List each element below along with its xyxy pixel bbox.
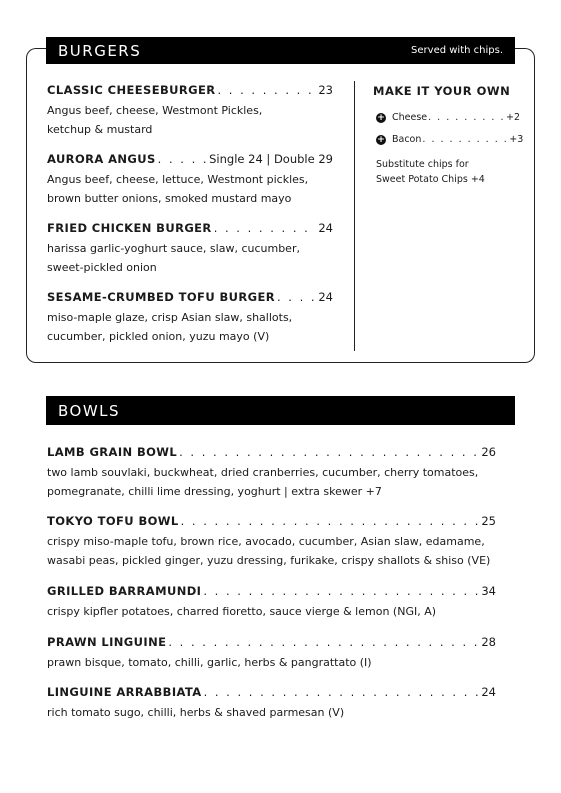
item-description: prawn bisque, tomato, chilli, garlic, herbs & pangrattato (I): [47, 656, 372, 669]
item-name: GRILLED BARRAMUNDI: [47, 584, 202, 598]
burgers-frame-corner-right: [514, 48, 535, 58]
menu-item: [47, 513, 496, 570]
item-name: FRIED CHICKEN BURGER: [47, 221, 212, 235]
item-description: Angus beef, cheese, Westmont Pickles, ketchup & mustard: [47, 104, 263, 136]
menu-item: [47, 634, 496, 672]
item-price: 34: [481, 584, 496, 598]
leader-dots: [179, 444, 479, 460]
menu-item: [47, 82, 333, 139]
item-description: Angus beef, cheese, lettuce, Westmont pickles, brown butter onions, smoked mustard mayo: [47, 173, 309, 205]
item-price: 24: [318, 290, 333, 304]
item-description: rich tomato sugo, chilli, herbs & shaved parmesan (V): [47, 706, 345, 719]
leader-dots: . . . . . . . . . .: [422, 134, 509, 145]
burgers-divider: [354, 81, 355, 351]
leader-dots: [214, 220, 317, 236]
leader-dots: [168, 634, 479, 650]
addon-price: +3: [509, 134, 524, 145]
burgers-title: BURGERS: [58, 41, 142, 60]
item-name: AURORA ANGUS: [47, 152, 156, 166]
item-description: crispy miso-maple tofu, brown rice, avocado, cucumber, Asian slaw, edamame, wasabi peas, pickled ginger, yuzu dressing, furikake, crispy shallots & shiso (VE): [47, 535, 491, 567]
addon-bacon: [376, 134, 523, 145]
leader-dots: [277, 289, 316, 305]
make-it-your-own-title: MAKE IT YOUR OWN: [373, 84, 511, 98]
item-price: Single 24 | Double 29: [209, 152, 333, 166]
addon-cheese: [376, 112, 520, 123]
item-name: LAMB GRAIN BOWL: [47, 445, 178, 459]
menu-item: [47, 151, 333, 208]
leader-dots: [203, 583, 479, 599]
item-name: TOKYO TOFU BOWL: [47, 514, 179, 528]
item-description: harissa garlic-yoghurt sauce, slaw, cucumber, sweet-pickled onion: [47, 242, 300, 274]
item-price: 23: [318, 83, 333, 97]
menu-item: [47, 684, 496, 722]
menu-item: [47, 289, 333, 346]
item-description: miso-maple glaze, crisp Asian slaw, shallots, cucumber, pickled onion, yuzu mayo (V): [47, 311, 293, 343]
addon-label: Cheese: [392, 112, 428, 123]
item-price: 24: [318, 221, 333, 235]
item-price: 28: [481, 635, 496, 649]
leader-dots: [217, 82, 316, 98]
burgers-note: Served with chips.: [411, 45, 503, 56]
item-name: CLASSIC CHEESEBURGER: [47, 83, 216, 97]
leader-dots: [181, 513, 480, 529]
item-description: crispy kipfler potatoes, charred fioretto, sauce vierge & lemon (NGI, A): [47, 605, 437, 618]
bowls-title: BOWLS: [58, 401, 121, 420]
bowls-header: [46, 396, 515, 425]
menu-item: [47, 444, 496, 501]
leader-dots: [204, 684, 480, 700]
item-price: 26: [481, 445, 496, 459]
item-name: LINGUINE ARRABBIATA: [47, 685, 202, 699]
item-price: 25: [481, 514, 496, 528]
plus-circle-icon: +: [377, 112, 385, 123]
leader-dots: [158, 151, 207, 167]
burgers-frame-corner-left: [26, 48, 46, 58]
item-name: PRAWN LINGUINE: [47, 635, 167, 649]
burgers-header: [46, 37, 515, 64]
leader-dots: . . . . . . . . .: [428, 112, 505, 123]
addon-price: +2: [505, 112, 520, 123]
plus-circle-icon: +: [377, 134, 385, 145]
menu-item: [47, 220, 333, 277]
substitute-note: Substitute chips for Sweet Potato Chips +4: [376, 159, 485, 185]
item-name: SESAME-CRUMBED TOFU BURGER: [47, 290, 275, 304]
item-description: two lamb souvlaki, buckwheat, dried cranberries, cucumber, cherry tomatoes, pomegranate, chilli lime dressing, yoghurt | extra skewer +7: [47, 466, 479, 498]
addon-label: Bacon: [392, 134, 422, 145]
menu-item: [47, 583, 496, 621]
item-price: 24: [481, 685, 496, 699]
